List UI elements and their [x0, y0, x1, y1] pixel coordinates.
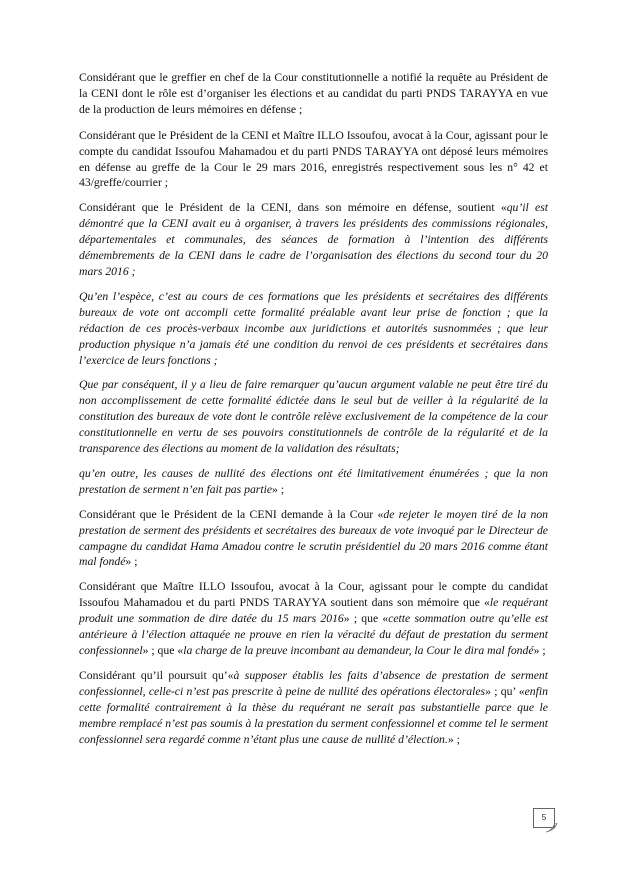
body-text: Considérant que le greffier en chef de la Cour constitutionnelle a notifié la requête au Président de la CENI dont le rôle est d’organiser les élections et au candidat du parti PNDS TARAYYA en vue de la production de leurs mémoires en défense ; [79, 71, 548, 116]
body-text: Considérant qu’il poursuit qu’« [79, 668, 234, 682]
paragraph [79, 200, 548, 280]
quoted-text: Qu’en l’espèce, c’est au cours de ces formations que les présidents et secrétaires des différents bureaux de vote ont accompli cette formalité préalable avant leur prise de fonction ; que la rédaction de ces procès-verbaux incombe aux juridictions et autorités susnommées ; que leur production physique n’a jamais été une condition du renvoi de ces présidents et secrétaires dans l’exercice de leurs fonctions ; [79, 289, 548, 367]
body-text: Considérant que le Président de la CENI demande à la Cour « [79, 507, 384, 521]
body-text: » ; [125, 555, 138, 569]
page-number: 5 [533, 808, 555, 828]
body-text: » ; [272, 482, 285, 496]
quoted-text: qu’il est démontré que la CENI avait eu à organiser, à travers les présidents des commissions régionales, départementales et communales, des séances de formation à l’intention des différents démembrements de la CENI dans le cadre de l’organisation des élections du second tour du 20 mars 2016 ; [79, 201, 548, 278]
body-text: » ; que « [142, 644, 184, 657]
quoted-text: à supposer établis les faits d’absence de prestation de serment confessionnel, celle-ci n’est pas prescrite à peine de nullité des opérations électorales [79, 668, 548, 698]
quoted-text: qu’en outre, les causes de nullité des élections ont été limitativement énumérées ; que la non prestation de serment n’en fait pas partie [79, 466, 548, 496]
paragraph [79, 668, 548, 748]
body-text: » ; [533, 644, 546, 657]
page-curl-icon [546, 823, 558, 833]
quoted-text: cette sommation outre qu’elle est antérieure à l’élection attaquée ne prouve en rien la véracité du défaut de prestation du serment confessionnel [79, 612, 548, 657]
body-text: Considérant que le Président de la CENI et Maître ILLO Issoufou, avocat à la Cour, agissant pour le compte du candidat Issoufou Mahamadou et du parti PNDS TARAYYA ont déposé leurs mémoires en défense au greffe de la Cour le 29 mars 2016, enregistrés respectivement sous les n° 42 et 43/greffe/courrier ; [79, 128, 548, 190]
body-text: Considérant que le Président de la CENI, dans son mémoire en défense, soutient « [79, 201, 507, 215]
paragraph [79, 579, 548, 659]
body-text: » ; qu’ « [485, 684, 525, 698]
body-text: » ; [447, 732, 460, 746]
quoted-text: le requérant produit une sommation de dire datée du 15 mars 2016 [79, 596, 548, 626]
quoted-text: Que par conséquent, il y a lieu de faire remarquer qu’aucun argument valable ne peut être tiré du non accomplissement de cette formalité édictée dans le seul but de veiller à la régularité de la constitution des bureaux de vote dont le contrôle relève exclusivement de la compétence de la cour constitutionnelle en vertu de ses pouvoirs constitutionnels de contrôle de la régularité et de la transparence des élections au moment de la validation des résultats; [79, 378, 548, 456]
paragraph [79, 377, 548, 457]
paragraph [79, 70, 548, 118]
document-body [79, 70, 548, 747]
paragraph [79, 507, 548, 571]
paragraph [79, 466, 548, 498]
quoted-text: enfin cette formalité contrairement à la thèse du requérant ne serait pas substantielle parce que le membre remplacé n’est pas soumis à la prestation du serment confessionnel et comme tel le serment confessionnel sera regardé comme n’étant plus une cause de nullité d’élection. [79, 684, 548, 746]
body-text: Considérant que Maître ILLO Issoufou, avocat à la Cour, agissant pour le compte du candidat Issoufou Mahamadou et du parti PNDS TARAYYA soutient dans son mémoire que « [79, 580, 548, 610]
quoted-text: la charge de la preuve incombant au demandeur, la Cour le dira mal fondé [183, 644, 534, 657]
paragraph [79, 289, 548, 369]
body-text: » ; que « [343, 612, 389, 626]
paragraph [79, 128, 548, 192]
quoted-text: de rejeter le moyen tiré de la non prestation de serment des présidents et secrétaires des bureaux de vote invoqué par le Directeur de campagne du candidat Hama Amadou contre le scrutin présidentiel du 20 mars 2016 comme étant mal fondé [79, 507, 549, 569]
